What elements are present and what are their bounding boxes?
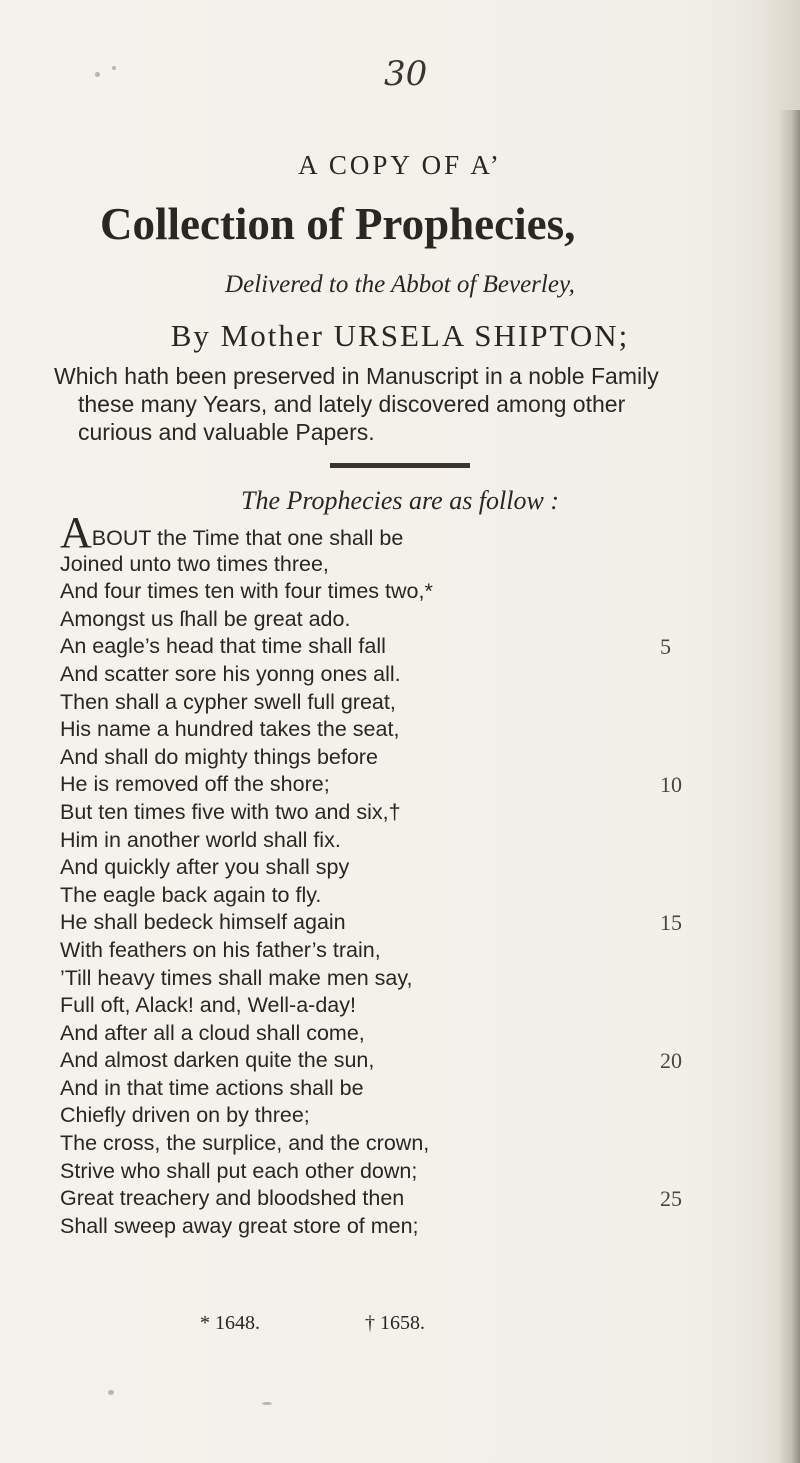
- verse-text: [60, 1214, 419, 1238]
- verse-line: [60, 1185, 760, 1213]
- verse-text: [60, 1048, 374, 1072]
- verse-line: [60, 744, 760, 772]
- verse-text: [60, 690, 396, 714]
- ink-speck: [95, 72, 100, 77]
- verse-words: Full oft, Alack! and, Well-a-day!: [60, 993, 356, 1018]
- verse-words: And in that time actions shall be: [60, 1075, 364, 1100]
- footnotes: [200, 1312, 650, 1335]
- intro-line: Which hath been preserved in Manuscript in a noble Family: [54, 363, 659, 389]
- verse-line: [60, 633, 760, 661]
- verse-words: An eagle’s head that time shall fall: [60, 634, 386, 659]
- verse-words: The cross, the surplice, and the crown,: [60, 1131, 430, 1156]
- verse-words: His name a hundred takes the seat,: [60, 717, 400, 742]
- page-edge-shadow: [778, 110, 800, 1463]
- verse-text: [60, 1103, 310, 1127]
- verse-words: Joined unto two times three,: [60, 551, 329, 576]
- ornamental-rule: [330, 463, 470, 468]
- verse-words: Then shall a cypher swell full great,: [60, 689, 396, 714]
- verse-text: [60, 634, 386, 658]
- verse-line: [60, 827, 760, 855]
- verse-words: Great treachery and bloodshed then: [60, 1186, 405, 1211]
- verse-text: [60, 1076, 364, 1100]
- verse-text: [60, 772, 330, 796]
- verse-line: [60, 992, 760, 1020]
- line-number: 25: [660, 1186, 682, 1212]
- line-number: 5: [660, 634, 671, 660]
- footnote: * 1648.: [200, 1312, 260, 1334]
- verse-words: BOUT the Time that one shall be: [91, 526, 404, 550]
- line-number: 20: [660, 1048, 682, 1074]
- verse-words: Chiefly driven on by three;: [60, 1103, 310, 1128]
- verse-words: ’Till heavy times shall make men say,: [60, 965, 413, 990]
- verse-text: [60, 745, 378, 769]
- verse-words: He shall bedeck himself again: [60, 910, 346, 935]
- verse-line: [60, 965, 760, 993]
- verse-words: Shall sweep away great store of men;: [60, 1213, 419, 1238]
- verse-line: [60, 508, 760, 557]
- verse-line: [60, 551, 760, 579]
- verse-line: [60, 1020, 760, 1048]
- verse-line: [60, 854, 760, 882]
- intro-paragraph: [54, 362, 774, 446]
- verse-words: And almost darken quite the sun,: [60, 1048, 375, 1073]
- verse-line: [60, 799, 760, 827]
- verse-words: With feathers on his father’s train,: [60, 937, 381, 962]
- line-number: 10: [660, 772, 682, 798]
- drop-initial: A: [60, 508, 92, 557]
- verse-text: [60, 828, 341, 852]
- verse-line: [60, 937, 760, 965]
- verse-line: [60, 1102, 760, 1130]
- verse-words: Amongst us ſhall be great ado.: [60, 606, 351, 631]
- verse-words: Him in another world shall fix.: [60, 827, 341, 852]
- author-line: By Mother URSELA SHIPTON;: [170, 318, 630, 353]
- page-number: 30: [384, 54, 428, 94]
- delivered-line: Delivered to the Abbot of Beverley,: [225, 271, 575, 298]
- prophecies-heading: The Prophecies are as follow :: [241, 486, 559, 515]
- poem: [60, 508, 760, 1240]
- verse-line: [60, 882, 760, 910]
- verse-text: [60, 579, 433, 603]
- verse-line: [60, 716, 760, 744]
- verse-text: [60, 966, 412, 990]
- verse-words: But ten times five with two and six,†: [60, 799, 401, 824]
- verse-words: And four times ten with four times two,*: [60, 579, 433, 604]
- verse-text: [60, 910, 346, 934]
- verse-text: [60, 1159, 417, 1183]
- verse-words: Strive who shall put each other down;: [60, 1158, 418, 1183]
- verse-text: [60, 717, 399, 741]
- collection-title: Collection of Prophecies,: [100, 199, 576, 249]
- verse-line: [60, 771, 760, 799]
- verse-line: [60, 661, 760, 689]
- verse-words: And quickly after you shall spy: [60, 855, 350, 880]
- ink-speck: [262, 1402, 272, 1405]
- verse-words: And scatter sore his yonng ones all.: [60, 661, 401, 686]
- footnote: † 1658.: [365, 1312, 425, 1334]
- verse-text: [60, 883, 321, 907]
- intro-line: these many Years, and lately discovered among other: [78, 391, 626, 417]
- verse-text: [60, 1131, 429, 1155]
- verse-text: [60, 1186, 404, 1210]
- verse-text: [60, 993, 356, 1017]
- verse-words: He is removed off the shore;: [60, 772, 330, 797]
- verse-line: [60, 1213, 760, 1241]
- verse-words: And shall do mighty things before: [60, 744, 378, 769]
- verse-text: [60, 552, 329, 576]
- verse-line: [60, 1075, 760, 1103]
- verse-line: [60, 1130, 760, 1158]
- verse-text: [60, 855, 349, 879]
- verse-line: [60, 578, 760, 606]
- ink-speck: [112, 66, 116, 70]
- intro-line: curious and valuable Papers.: [78, 419, 375, 445]
- ink-speck: [108, 1390, 114, 1395]
- verse-text: [60, 1021, 365, 1045]
- verse-line: [60, 909, 760, 937]
- verse-line: [60, 606, 760, 634]
- verse-words: The eagle back again to fly.: [60, 882, 322, 907]
- heading-copy-of: A COPY OF A’: [298, 150, 502, 180]
- verse-words: And after all a cloud shall come,: [60, 1020, 365, 1045]
- verse-text: [60, 938, 381, 962]
- line-number: 15: [660, 910, 682, 936]
- verse-line: [60, 1158, 760, 1186]
- verse-text: [60, 508, 404, 557]
- verse-text: [60, 662, 401, 686]
- verse-text: [60, 607, 350, 631]
- verse-line: [60, 689, 760, 717]
- verse-line: [60, 1047, 760, 1075]
- verse-text: [60, 800, 401, 824]
